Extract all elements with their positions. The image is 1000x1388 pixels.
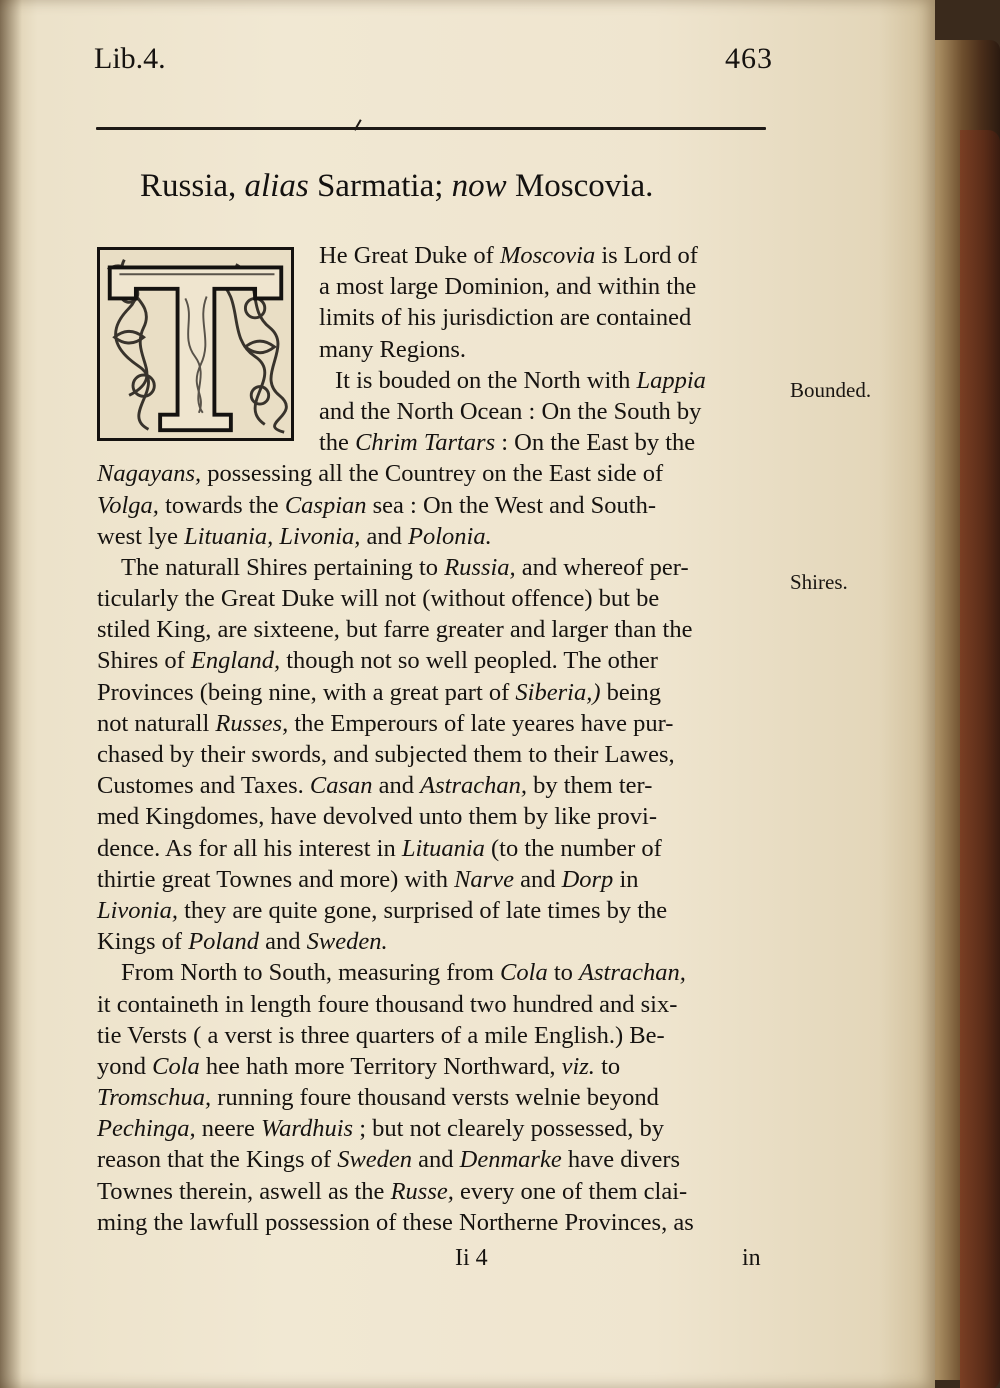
title-russia: Russia, — [140, 168, 237, 204]
text-line — [97, 864, 777, 895]
text-span: From North to South, measuring from — [121, 959, 501, 987]
text-span: sea : On the West and South- — [366, 491, 656, 519]
italic-span: England, — [190, 647, 281, 675]
text-span: not naturall — [97, 709, 216, 737]
book-cover — [960, 130, 1000, 1388]
text-span: chased by their swords, and subjected them to their Lawes, — [97, 741, 675, 768]
text-line — [97, 1051, 777, 1082]
text-span: west lye — [97, 522, 185, 550]
italic-span: Caspian — [284, 491, 367, 519]
text-span: and — [412, 1146, 460, 1174]
italic-span: Casan — [309, 772, 373, 800]
text-span: to — [547, 959, 580, 987]
text-span: have divers — [561, 1146, 681, 1174]
text-span: Customes and Taxes. — [97, 772, 310, 800]
italic-span: Poland — [188, 928, 259, 956]
italic-span: Volga, — [97, 491, 159, 519]
text-span: and — [372, 772, 421, 800]
text-span: in — [613, 865, 639, 893]
text-line — [97, 926, 777, 957]
italic-span: Lappia — [636, 366, 706, 394]
italic-span: Livonia, — [97, 896, 178, 924]
italic-span: Russes, — [215, 709, 289, 737]
text-line — [97, 989, 777, 1020]
text-span: it containeth in length foure thousand two hundred and six- — [97, 990, 678, 1018]
text-line — [97, 427, 777, 458]
text-span: : On the East by the — [495, 429, 696, 457]
signature-mark: Ii 4 — [455, 1245, 488, 1271]
text-line — [97, 895, 777, 926]
title-now: now — [451, 168, 507, 204]
text-span: ming the lawfull possession of these Northerne Provinces, as — [97, 1208, 694, 1236]
text-line — [97, 614, 777, 645]
title-moscovia: Moscovia. — [514, 168, 654, 204]
italic-span: Moscovia — [499, 242, 596, 269]
text-span: The naturall Shires pertaining to — [121, 553, 445, 581]
text-span: Provinces (being nine, with a great part of — [97, 678, 516, 706]
text-span: though not so well peopled. The other — [280, 647, 658, 675]
body-text — [97, 240, 777, 1238]
text-span: and — [513, 865, 562, 893]
text-line — [97, 1176, 777, 1207]
text-line — [97, 490, 777, 521]
paragraph-4 — [97, 957, 777, 1238]
text-line — [97, 833, 777, 864]
text-line — [97, 677, 777, 708]
paragraph-3 — [97, 552, 777, 957]
text-span: many Regions. — [319, 335, 466, 363]
italic-span: Denmarke — [459, 1146, 562, 1174]
text-line — [97, 1082, 777, 1113]
text-span: and the North Ocean : On the South by — [319, 397, 702, 425]
book-number: Lib.4. — [94, 42, 166, 75]
text-line — [97, 770, 777, 801]
text-span: Shires of — [97, 647, 191, 675]
italic-span: Russia, — [444, 553, 516, 581]
italic-span: Tromschua, — [97, 1084, 212, 1112]
text-span: towards the — [158, 491, 285, 519]
text-line — [97, 396, 777, 427]
text-line — [97, 739, 777, 770]
text-span: being — [600, 678, 662, 706]
italic-span: Nagayans, — [97, 460, 202, 488]
text-line — [97, 708, 777, 739]
title-sarmatia: Sarmatia; — [316, 168, 444, 204]
gutter-shadow — [0, 0, 22, 1388]
text-line — [97, 458, 777, 489]
text-span: stiled King, are sixteene, but farre greater and larger than the — [97, 616, 693, 644]
text-span: and — [360, 522, 409, 550]
italic-span: Lituania, Livonia, — [184, 522, 361, 550]
text-span: the Emperours of late yeares have pur- — [288, 709, 674, 737]
text-span: ticularly the Great Duke will not (without offence) but be — [97, 585, 660, 613]
text-line — [97, 801, 777, 832]
chapter-title — [140, 168, 653, 205]
text-span: a most large Dominion, and within the — [319, 273, 697, 301]
text-line — [97, 271, 777, 302]
catchword: in — [742, 1245, 761, 1271]
text-span: the — [319, 429, 356, 457]
text-line — [97, 1207, 777, 1238]
text-line — [97, 302, 777, 333]
text-span: hee hath more Territory Northward, — [199, 1052, 562, 1080]
text-span: limits of his jurisdiction are contained — [319, 304, 692, 332]
text-span: and whereof per- — [515, 553, 689, 581]
text-span: Townes therein, aswell as the — [97, 1177, 391, 1205]
margin-note-shires: Shires. — [790, 570, 848, 594]
text-line — [97, 521, 777, 552]
text-span: yond — [97, 1052, 153, 1080]
text-line — [97, 552, 777, 583]
text-line — [97, 1144, 777, 1175]
page-number: 463 — [725, 42, 773, 75]
italic-span: Lituania — [401, 834, 485, 862]
text-span: possessing all the Countrey on the East side of — [201, 460, 664, 488]
italic-span: Cola — [152, 1052, 200, 1080]
text-line — [97, 240, 777, 271]
italic-span: Astrachan, — [579, 959, 686, 987]
text-span: tie Versts ( a verst is three quarters of a mile English.) Be- — [97, 1021, 665, 1049]
text-span: neere — [195, 1115, 261, 1143]
italic-span: Cola — [500, 959, 548, 987]
text-line — [97, 1113, 777, 1144]
paragraph-2 — [97, 365, 777, 552]
text-span: dence. As for all his interest in — [97, 834, 402, 862]
text-span: by them ter- — [526, 772, 653, 800]
text-span: is Lord of — [595, 242, 698, 269]
italic-span: Chrim Tartars — [355, 429, 496, 457]
italic-span: Narve — [454, 865, 514, 893]
text-line — [97, 583, 777, 614]
text-span: Kings of — [97, 928, 189, 956]
italic-span: Wardhuis — [260, 1115, 354, 1143]
italic-span: Sweden — [337, 1146, 413, 1174]
text-span: reason that the Kings of — [97, 1146, 338, 1174]
italic-span: Dorp — [561, 865, 614, 893]
italic-span: viz. — [561, 1052, 595, 1080]
text-span: (to the number of — [484, 834, 662, 862]
title-alias: alias — [244, 168, 309, 204]
text-span: they are quite gone, surprised of late times by the — [178, 896, 668, 924]
paragraph-1 — [97, 240, 777, 365]
italic-span: Russe, — [390, 1177, 454, 1205]
text-span: to — [594, 1052, 621, 1080]
italic-span: Astrachan, — [420, 772, 527, 800]
text-line — [97, 645, 777, 676]
italic-span: Pechinga, — [97, 1115, 196, 1143]
text-span: ; but not clearely possessed, by — [353, 1115, 665, 1143]
text-span: and — [258, 928, 307, 956]
header-rule — [96, 127, 766, 130]
text-span: It is bouded on the North with — [335, 366, 637, 394]
margin-note-bounded: Bounded. — [790, 378, 872, 402]
text-line — [97, 365, 777, 396]
text-line — [97, 334, 777, 365]
italic-span: Siberia,) — [515, 678, 601, 706]
text-span: thirtie great Townes and more) with — [97, 865, 455, 893]
text-line — [97, 1020, 777, 1051]
text-line — [97, 957, 777, 988]
text-span: He Great Duke of — [319, 242, 500, 269]
text-span: every one of them clai- — [453, 1177, 688, 1205]
text-span: med Kingdomes, have devolved unto them by like provi- — [97, 803, 657, 831]
italic-span: Polonia. — [408, 522, 492, 550]
text-span: running foure thousand versts welnie beyond — [211, 1084, 659, 1112]
italic-span: Sweden. — [306, 928, 388, 956]
